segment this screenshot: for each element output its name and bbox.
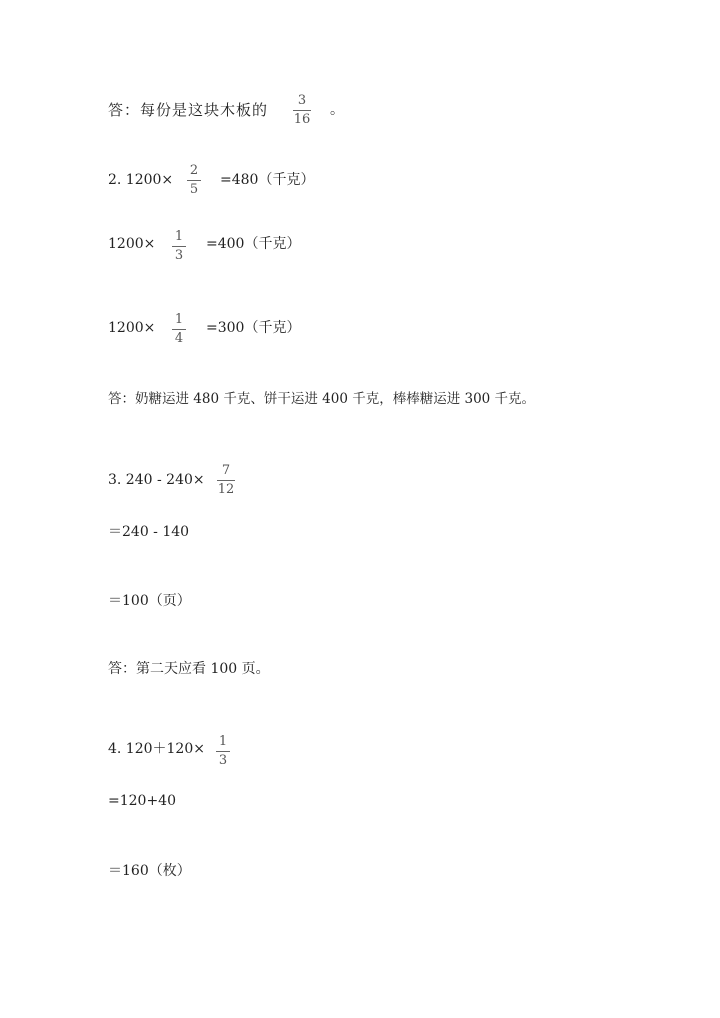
- fraction-denominator: 3: [218, 753, 228, 768]
- fraction-bar: [293, 110, 311, 111]
- fraction-bar: [172, 329, 186, 330]
- answer-text: 答：每份是这块木板的: [108, 101, 269, 119]
- fraction-denominator: 5: [189, 182, 199, 197]
- expression-text: =120+40: [108, 793, 176, 809]
- result-text: ＝100（页）: [108, 593, 191, 609]
- result-text: =480（千克）: [220, 172, 315, 188]
- fraction-bar: [217, 480, 235, 481]
- fraction: [180, 164, 208, 197]
- result-text: =400（千克）: [206, 236, 301, 252]
- fraction: [288, 94, 316, 127]
- fraction: [212, 464, 240, 497]
- fraction-bar: [187, 180, 201, 181]
- answer-text: 答：第二天应看 100 页。: [108, 661, 270, 677]
- fraction-denominator: 3: [174, 248, 184, 263]
- fraction-bar: [172, 246, 186, 247]
- fraction-numerator: 1: [218, 734, 228, 749]
- fraction-numerator: 1: [174, 229, 184, 244]
- answer-text: 答：奶糖运进 480 千克、饼干运进 400 千克，棒棒糖运进 300 千克。: [108, 391, 536, 407]
- expression-text: ＝240 - 140: [108, 524, 190, 540]
- fraction: [165, 313, 193, 346]
- expression-text: 2. 1200×: [108, 172, 174, 188]
- result-text: ＝160（枚）: [108, 863, 191, 879]
- fraction: [209, 735, 237, 768]
- fraction: [165, 230, 193, 263]
- fraction-numerator: 2: [189, 163, 199, 178]
- fraction-denominator: 4: [174, 331, 184, 346]
- fraction-denominator: 12: [217, 482, 235, 497]
- period-text: 。: [330, 102, 344, 118]
- expression-text: 4. 120＋120×: [108, 741, 205, 757]
- result-text: =300（千克）: [206, 320, 301, 336]
- fraction-numerator: 3: [297, 93, 307, 108]
- expression-text: 1200×: [108, 320, 156, 336]
- fraction-numerator: 1: [174, 312, 184, 327]
- fraction-denominator: 16: [293, 112, 311, 127]
- expression-text: 3. 240 - 240×: [108, 472, 205, 488]
- fraction-numerator: 7: [221, 463, 231, 478]
- fraction-bar: [216, 751, 230, 752]
- expression-text: 1200×: [108, 236, 156, 252]
